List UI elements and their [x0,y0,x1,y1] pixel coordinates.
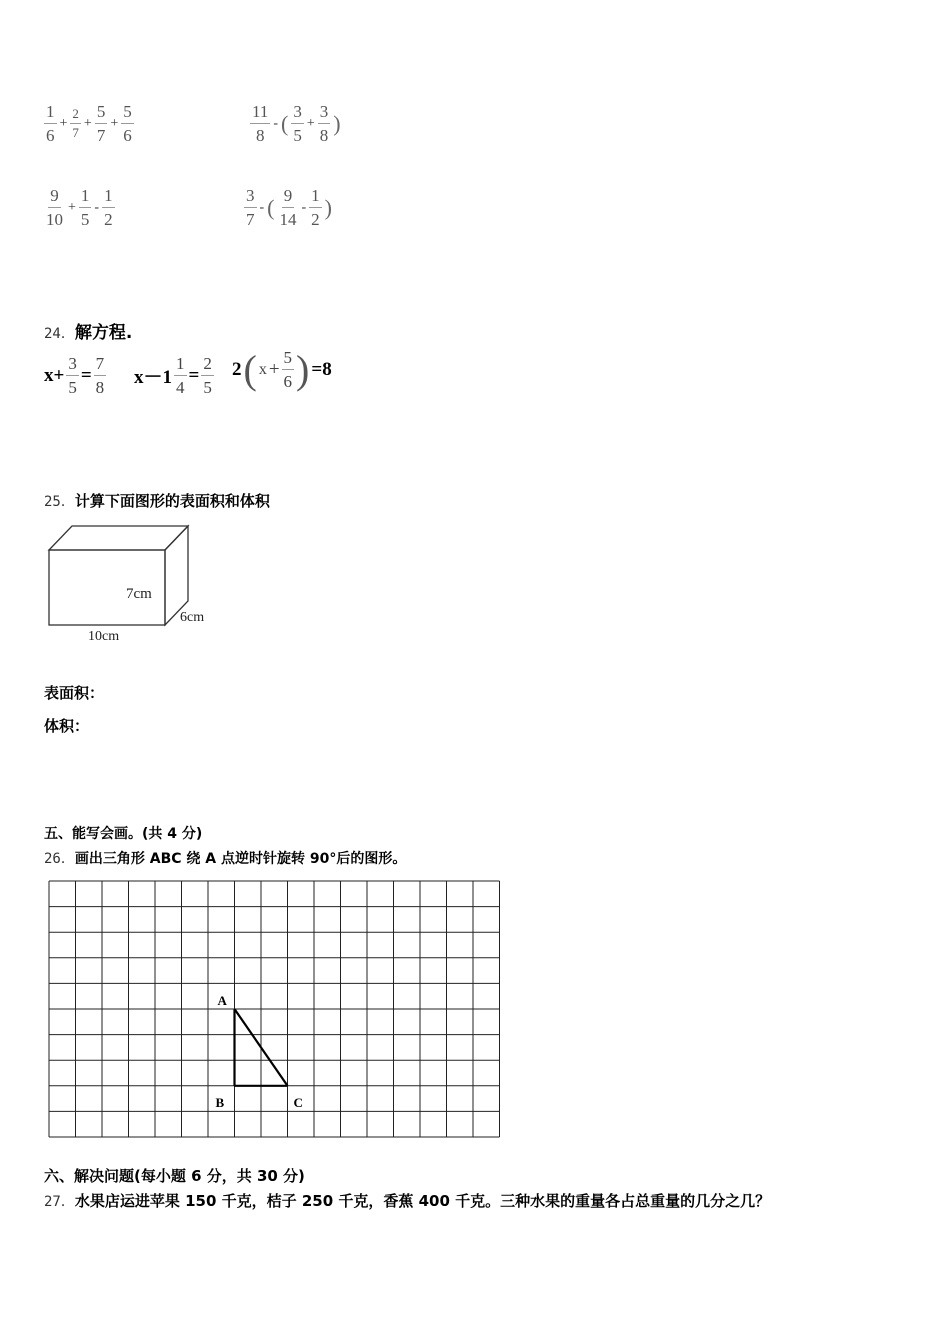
fraction: $\frac{3}{5}$ [68,354,77,397]
question-text: 水果店运进苹果 150 千克，桔子 250 千克，香蕉 400 千克。三种水果的重量各占总重量的几分之几？ [74,1192,771,1210]
question-24-heading [44,318,132,343]
operator: + [306,115,315,131]
operator: + [59,115,68,131]
equals-sign: = [188,364,200,386]
fraction: $\frac{5}{6}$ [283,348,293,391]
operator: + [268,358,280,380]
fraction: $\frac{2}{5}$ [203,354,212,397]
equation-lhs: x－1 [134,367,173,389]
length-label: 10cm [88,629,120,644]
question-26-heading [44,848,406,868]
equation-1 [44,354,106,397]
left-paren: ( [243,346,257,392]
question-number: 27． [44,1194,75,1210]
fraction: $\frac{3}{8}$ [319,102,329,145]
calc-expression-4 [244,186,332,229]
question-text: 解方程. [74,323,133,343]
operator: - [259,199,265,215]
question-25-heading [44,490,270,511]
fraction: $\frac{2}{7}$ [72,105,79,140]
equals-sign: = [80,364,92,386]
right-paren: ) [324,194,332,220]
fraction: $\frac{1}{2}$ [311,186,320,229]
equation-2 [134,354,214,397]
fraction: $\frac{3}{7}$ [246,186,255,229]
fraction: $\frac{3}{5}$ [293,102,302,145]
vertex-label-c: C [293,1094,303,1110]
operator: - [94,199,100,215]
section-5-title: 五、能写会画。(共 4 分) [44,826,203,842]
equation-coefficient: 2 [232,358,242,380]
question-number: 24． [44,326,75,342]
operator: + [83,115,92,131]
depth-label: 6cm [180,610,205,625]
fraction: $\frac{1}{6}$ [46,102,55,145]
vertex-label-b: B [215,1094,225,1110]
fraction: $\frac{9}{10}$ [46,186,63,229]
question-text: 计算下面图形的表面积和体积 [74,492,270,510]
calc-expression-1 [44,102,134,145]
calc-expression-2 [250,102,341,145]
left-paren: ( [281,110,289,136]
calc-expression-3 [44,186,115,229]
right-paren: ) [333,110,341,136]
right-paren: ) [296,346,310,392]
question-27 [44,1190,770,1211]
section-6-title: 六、解决问题(每小题 6 分，共 30 分) [44,1167,305,1185]
vertex-label-a: A [217,993,227,1008]
volume-label: 体积： [44,717,90,735]
equation-rhs: =8 [311,358,332,380]
operator: + [110,115,119,131]
question-text: 画出三角形 ABC 绕 A 点逆时针旋转 90°后的图形。 [74,851,407,867]
variable-x: x [258,360,267,378]
fraction: $\frac{1}{5}$ [80,186,90,229]
cuboid-top-face [49,526,188,550]
surface-area-label: 表面积： [44,684,105,702]
cuboid-figure [40,520,230,650]
rotation-grid [44,876,506,1144]
fraction: $\frac{5}{7}$ [96,102,106,145]
equation-lhs: x+ [44,364,65,386]
fraction: $\frac{5}{6}$ [123,102,132,145]
operator: + [68,199,76,215]
operator: - [273,115,279,131]
question-number: 26． [44,851,75,867]
fraction: $\frac{1}{2}$ [104,186,113,229]
equation-3 [232,348,332,391]
question-number: 25． [44,494,75,510]
operator: - [301,199,307,215]
fraction: $\frac{11}{8}$ [252,102,269,145]
fraction: $\frac{1}{4}$ [176,354,185,397]
left-paren: ( [267,194,275,220]
height-label: 7cm [126,586,152,602]
grid-lines [49,881,500,1137]
fraction: $\frac{7}{8}$ [95,354,105,397]
fraction: $\frac{9}{14}$ [279,186,297,229]
